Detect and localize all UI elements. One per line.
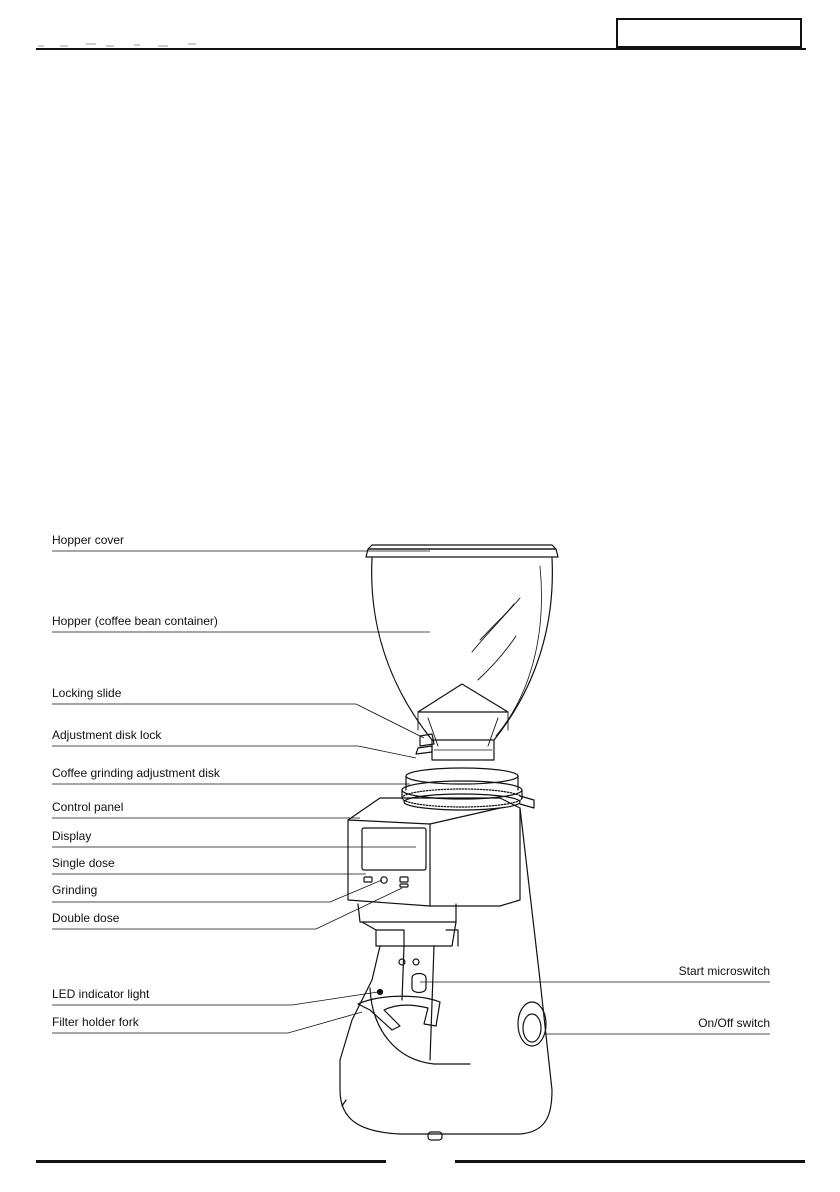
label-control-panel: Control panel xyxy=(52,800,124,814)
footer-rule-left xyxy=(36,1160,386,1163)
label-start-microswitch: Start microswitch xyxy=(678,964,770,978)
label-on-off-switch: On/Off switch xyxy=(698,1016,770,1030)
filter-fork-shape xyxy=(358,996,440,1030)
label-grinding: Grinding xyxy=(52,883,98,897)
label-grinding-adjustment-disk: Coffee grinding adjustment disk xyxy=(52,766,220,780)
label-double-dose: Double dose xyxy=(52,911,120,925)
label-locking-slide: Locking slide xyxy=(52,686,122,700)
label-hopper: Hopper (coffee bean container) xyxy=(52,614,218,628)
hopper-cover-shape xyxy=(366,549,558,557)
label-display: Display xyxy=(52,829,92,843)
control-head-shape xyxy=(348,798,520,906)
footer-rule-right xyxy=(455,1160,805,1163)
display-shape xyxy=(362,828,426,870)
label-led-indicator: LED indicator light xyxy=(52,987,150,1001)
hopper-shape xyxy=(372,558,553,740)
label-single-dose: Single dose xyxy=(52,856,115,870)
label-hopper-cover: Hopper cover xyxy=(52,533,125,547)
label-adjustment-disk-lock: Adjustment disk lock xyxy=(52,728,162,742)
label-filter-holder-fork: Filter holder fork xyxy=(52,1015,139,1029)
